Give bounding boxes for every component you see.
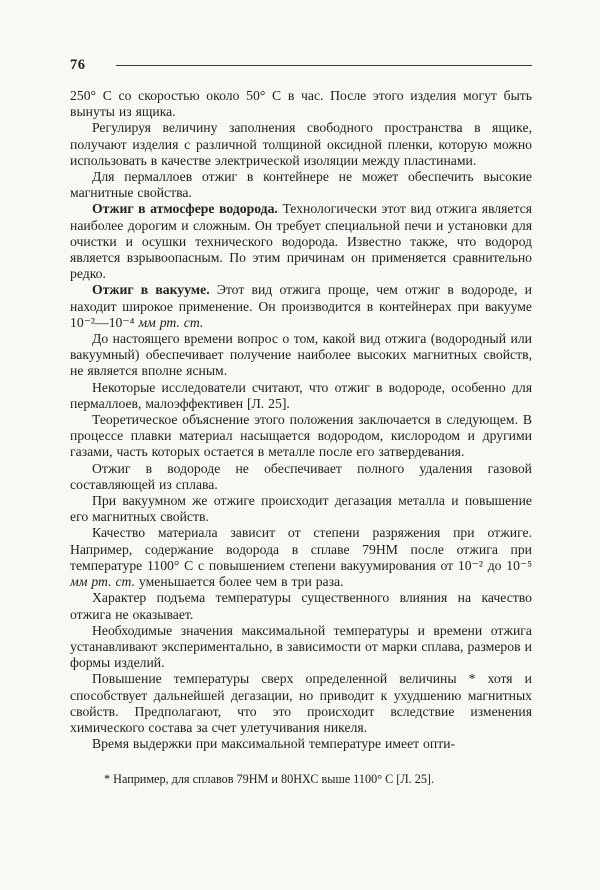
run: Качество материала зависит от степени разряжения при отжиге. Например, содержание водорода в сплаве 79НМ после отжига при температуре 1100° С с повышением степени вакуумирования от 10⁻² до 10⁻⁵: [70, 525, 532, 573]
run: Характер подъема температуры существенного влияния на качество отжига не оказывает.: [70, 590, 532, 622]
run: Время выдержки при максимальной температуре имеет опти-: [92, 736, 456, 752]
run: 250° С со скоростью около 50° С в час. После этого изделия могут быть вынуты из ящика.: [70, 88, 532, 120]
header-rule: [116, 65, 533, 66]
run-italic: мм рт. ст.: [138, 314, 204, 330]
page-header: [70, 56, 532, 74]
run: Этот вид отжига проще, чем отжиг в водороде, и находит широкое применение. Он производится в контейнерах при вакууме 10⁻²—10⁻⁴: [70, 282, 533, 330]
run: До настоящего времени вопрос о том, какой вид отжига (водородный или вакуумный) обеспечивает получение наиболее высоких магнитных свойств, не является вполне ясным.: [70, 331, 532, 379]
paragraph: [70, 169, 532, 201]
paragraph: [70, 282, 532, 331]
text-block: [70, 88, 532, 752]
run: Регулируя величину заполнения свободного пространства в ящике, получают изделия с различной толщиной оксидной пленки, которую можно использовать в качестве электрической изоляции между пластинами.: [70, 120, 532, 168]
paragraph: [70, 623, 532, 672]
run: Для пермаллоев отжиг в контейнере не может обеспечить высокие магнитные свойства.: [70, 169, 532, 201]
run: Отжиг в водороде не обеспечивает полного удаления газовой составляющей из сплава.: [70, 460, 532, 492]
run-bold: Отжиг в атмосфере водорода.: [92, 201, 278, 217]
paragraph: [70, 590, 532, 622]
paragraph: [70, 736, 532, 752]
paragraph: [70, 201, 532, 282]
run-bold: Отжиг в вакууме.: [92, 282, 210, 298]
paragraph: [70, 412, 532, 461]
paragraph: [70, 331, 532, 380]
paragraph: [70, 525, 532, 590]
run: уменьшается более чем в три раза.: [135, 574, 344, 590]
footnote: * Например, для сплавов 79НМ и 80НХС выше 1100° С [Л. 25].: [104, 772, 435, 787]
run: Некоторые исследователи считают, что отжиг в водороде, особенно для пермаллоев, малоэффективен [Л. 25].: [70, 379, 532, 411]
run: Необходимые значения максимальной температуры и времени отжига устанавливают экспериментально, в зависимости от марки сплава, размеров и формы изделий.: [70, 622, 532, 671]
run-italic: мм рт. ст.: [70, 574, 135, 590]
run: Повышение температуры сверх определенной величины * хотя и способствует дальнейшей дегазации, но приводит к ухудшению магнитных свойств. Предполагают, что это происходит вследствие изменения химического состава за счет улетучивания никеля.: [70, 671, 532, 735]
paragraph: [70, 671, 532, 736]
paragraph: [70, 120, 532, 169]
page-number: 76: [70, 56, 86, 73]
run: Теоретическое объяснение этого положения заключается в следующем. В процессе плавки материал насыщается водородом, кислородом и другими газами, часть которых остается в металле после его затвердевания.: [70, 412, 532, 460]
paragraph: [70, 88, 532, 120]
paragraph: [70, 380, 532, 412]
paragraph: [70, 493, 532, 525]
run: Технологически этот вид отжига является наиболее дорогим и сложным. Он требует специальной печи и установки для очистки и осушки технического водорода. Известно также, что водород является взрывоопасным. По этим причинам он применяется сравнительно редко.: [70, 201, 532, 282]
run: При вакуумном же отжиге происходит дегазация металла и повышение его магнитных свойств.: [70, 493, 532, 525]
paragraph: [70, 461, 532, 493]
